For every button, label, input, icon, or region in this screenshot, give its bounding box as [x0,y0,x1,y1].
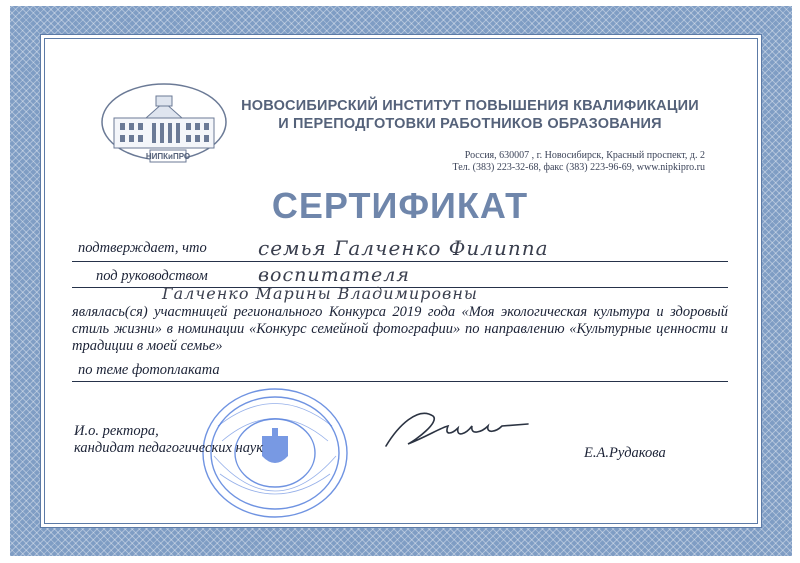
rector-signature [378,396,538,466]
certificate-body-text: являлась(ся) участницей регионального Конкурса 2019 года «Моя экологическая культура и здоровый стиль жизни» в номинации «Конкурс семейной фотографии» по направлению «Культурные ценности и традиции в моей семье» [72,304,728,354]
certificate-title: СЕРТИФИКАТ [271,185,529,226]
guidance-name: Галченко Марины Владимировны [162,284,478,303]
signatory-position-line2: кандидат педагогических наук [74,440,264,456]
emblem-text: НИПКиПРО [145,152,191,161]
confirms-underline [72,261,728,262]
guidance-role: воспитателя [258,264,410,286]
organization-title-line1: НОВОСИБИРСКИЙ ИНСТИТУТ ПОВЫШЕНИЯ КВАЛИФИКАЦИИ [241,98,699,114]
signatory-position-line1: И.о. ректора, [74,423,159,439]
address-line2: Тел. (383) 223-32-68, факс (383) 223-96-69, www.nipkipro.ru [452,162,705,173]
organization-title-line2: И ПЕРЕПОДГОТОВКИ РАБОТНИКОВ ОБРАЗОВАНИЯ [278,116,662,132]
organization-address [285,150,705,174]
institute-emblem-logo [98,78,236,170]
confirms-label: подтверждает, что [78,240,207,256]
signatory-name: Е.А.Рудакова [584,445,666,461]
theme-underline [72,381,728,382]
address-line1: Россия, 630007 , г. Новосибирск, Красный проспект, д. 2 [464,150,705,161]
organization-title [240,97,700,133]
recipient-name: семья Галченко Филиппа [258,236,549,260]
theme-label: по теме фотоплаката [78,362,220,378]
guidance-label: под руководством [96,268,208,284]
